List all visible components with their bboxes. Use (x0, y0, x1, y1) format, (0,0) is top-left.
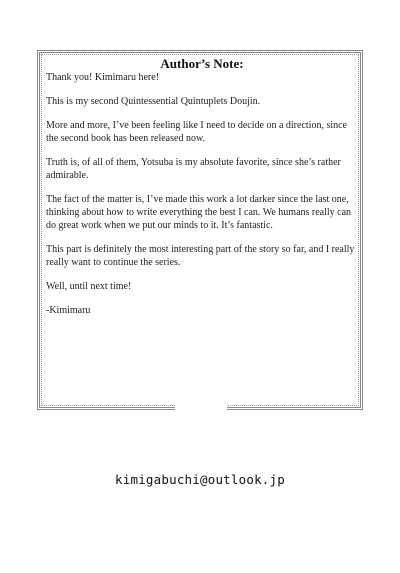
note-paragraph: This part is definitely the most interesting part of the story so far, and I really really want to continue the series. (46, 244, 355, 268)
authors-note (46, 56, 358, 328)
note-paragraph: The fact of the matter is, I’ve made this work a lot darker since the last one, thinking about how to write everything the best I can. We humans really can do great work when we put our minds to it. It’s fantastic. (46, 194, 352, 231)
note-paragraph: Truth is, of all of them, Yotsuba is my absolute favorite, since she’s rather admirable. (46, 157, 341, 181)
note-paragraph: More and more, I’ve been feeling like I need to decide on a direction, since the second book has been released now. (46, 120, 347, 144)
note-title: Author’s Note: (160, 56, 244, 71)
author-email: kimigabuchi@outlook.jp (115, 472, 285, 487)
note-signature: -Kimimaru (46, 305, 91, 316)
frame-bottom-gap (175, 400, 227, 414)
note-paragraph: This is my second Quintessential Quintuplets Doujin. (46, 96, 261, 107)
note-paragraph: Well, until next time! (46, 281, 132, 292)
note-paragraph: Thank you! Kimimaru here! (46, 72, 160, 83)
